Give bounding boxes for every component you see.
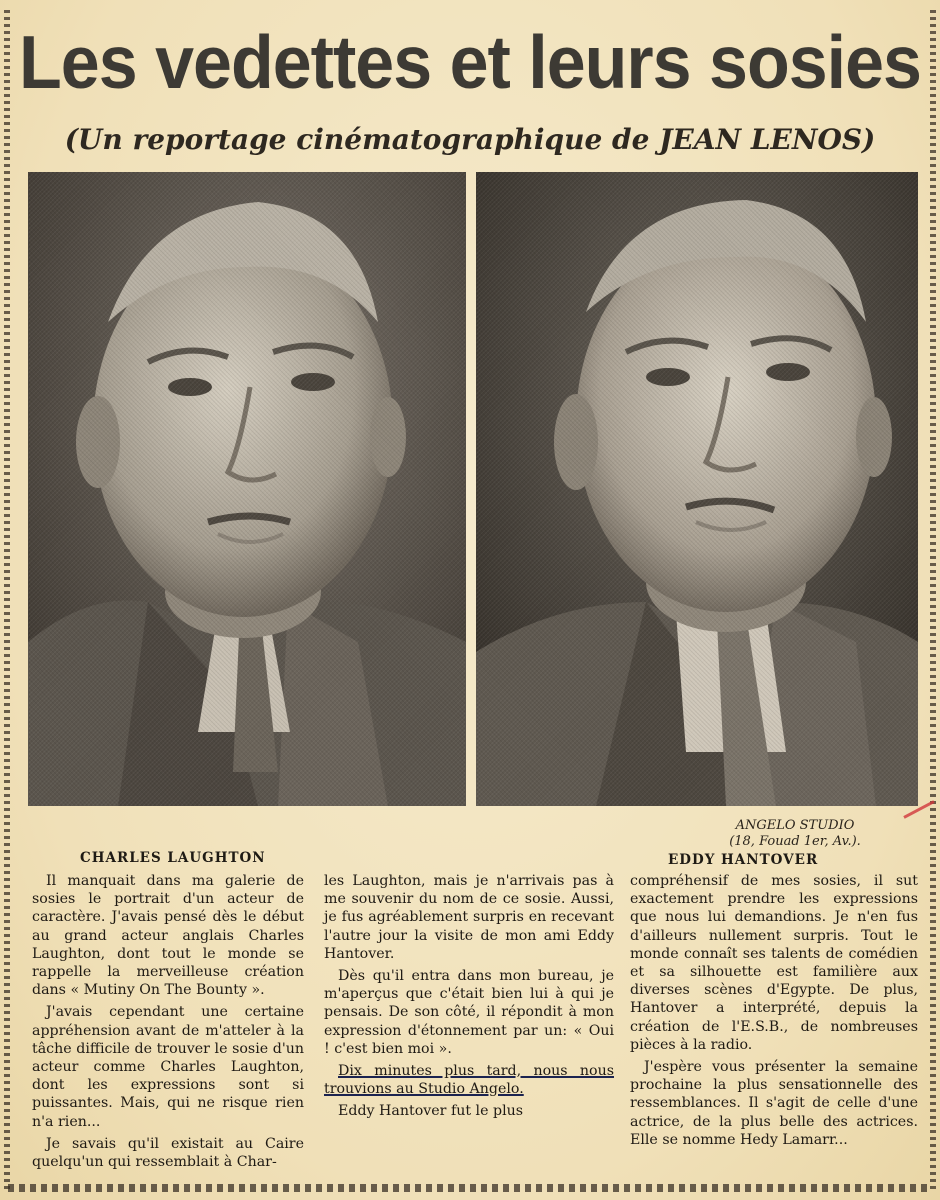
dotted-border-left	[4, 10, 10, 1190]
photo-credit-studio: ANGELO STUDIO	[735, 818, 855, 833]
article-column-1	[32, 872, 304, 1171]
article-column-3	[630, 872, 918, 1149]
dotted-border-right	[930, 10, 936, 1190]
dotted-border-bottom	[8, 1184, 932, 1192]
paragraph: J'espère vous présenter la semaine prochaine la plus sensationnelle des ressemblances. Il s'agit de celle d'une actrice, de la plus belle des actrices. Elle se nomme Hedy Lamarr...	[630, 1059, 918, 1148]
paragraph: Je savais qu'il existait au Caire quelqu'un qui ressemblait à Char-	[32, 1135, 304, 1171]
subheadline: (Un reportage cinématographique de JEAN LENOS)	[64, 123, 876, 156]
paragraph: J'avais cependant une certaine appréhension avant de m'atteler à la tâche difficile de trouver le sosie d'un acteur comme Charles Laughton, dont les expressions sont si puissantes. Mais, qui ne risque rien n'a rien...	[32, 1004, 304, 1130]
underlined-paragraph: Dix minutes plus tard, nous nous trouvions au Studio Angelo.	[324, 1063, 614, 1098]
portrait-left-image	[28, 172, 466, 806]
caption-charles-laughton: CHARLES LAUGHTON	[80, 850, 266, 866]
photo-eddy-hantover	[476, 172, 918, 806]
paragraph: Eddy Hantover fut le plus	[338, 1103, 524, 1120]
article-column-2	[324, 872, 614, 1121]
headline: Les vedettes et leurs sosies	[19, 19, 921, 105]
photo-charles-laughton	[28, 172, 466, 806]
paragraph: Dès qu'il entra dans mon bureau, je m'aperçus que c'était bien lui à qui je pensais. De son côté, il répondit à mon expression d'étonnement par un: « Oui ! c'est bien moi ».	[324, 968, 614, 1057]
photo-credit-address: (18, Fouad 1er, Av.).	[729, 834, 861, 849]
photo-credit	[700, 818, 890, 850]
paragraph: les Laughton, mais je n'arrivais pas à me souvenir du nom de ce sosie. Aussi, je fus agréablement surpris en recevant l'autre jour la visite de mon ami Eddy Hantover.	[324, 873, 614, 962]
paragraph: compréhensif de mes sosies, il sut exactement prendre les expressions que nous lui demandions. Je n'en fus d'ailleurs nullement surpris. Tout le monde connaît ses talents de comédien et sa silhouette est familière aux diverses scènes d'Egypte. De plus, Hantover a interprété, depuis la création de l'E.S.B., de nombreuses pièces à la radio.	[630, 873, 918, 1053]
portrait-right-image	[476, 172, 918, 806]
paragraph: Il manquait dans ma galerie de sosies le portrait d'un acteur de caractère. J'avais pensé dès le début au grand acteur anglais Charles Laughton, dont tout le monde se rappelle la merveilleuse création dans « Mutiny On The Bounty ».	[32, 873, 304, 999]
caption-eddy-hantover: EDDY HANTOVER	[668, 852, 819, 868]
